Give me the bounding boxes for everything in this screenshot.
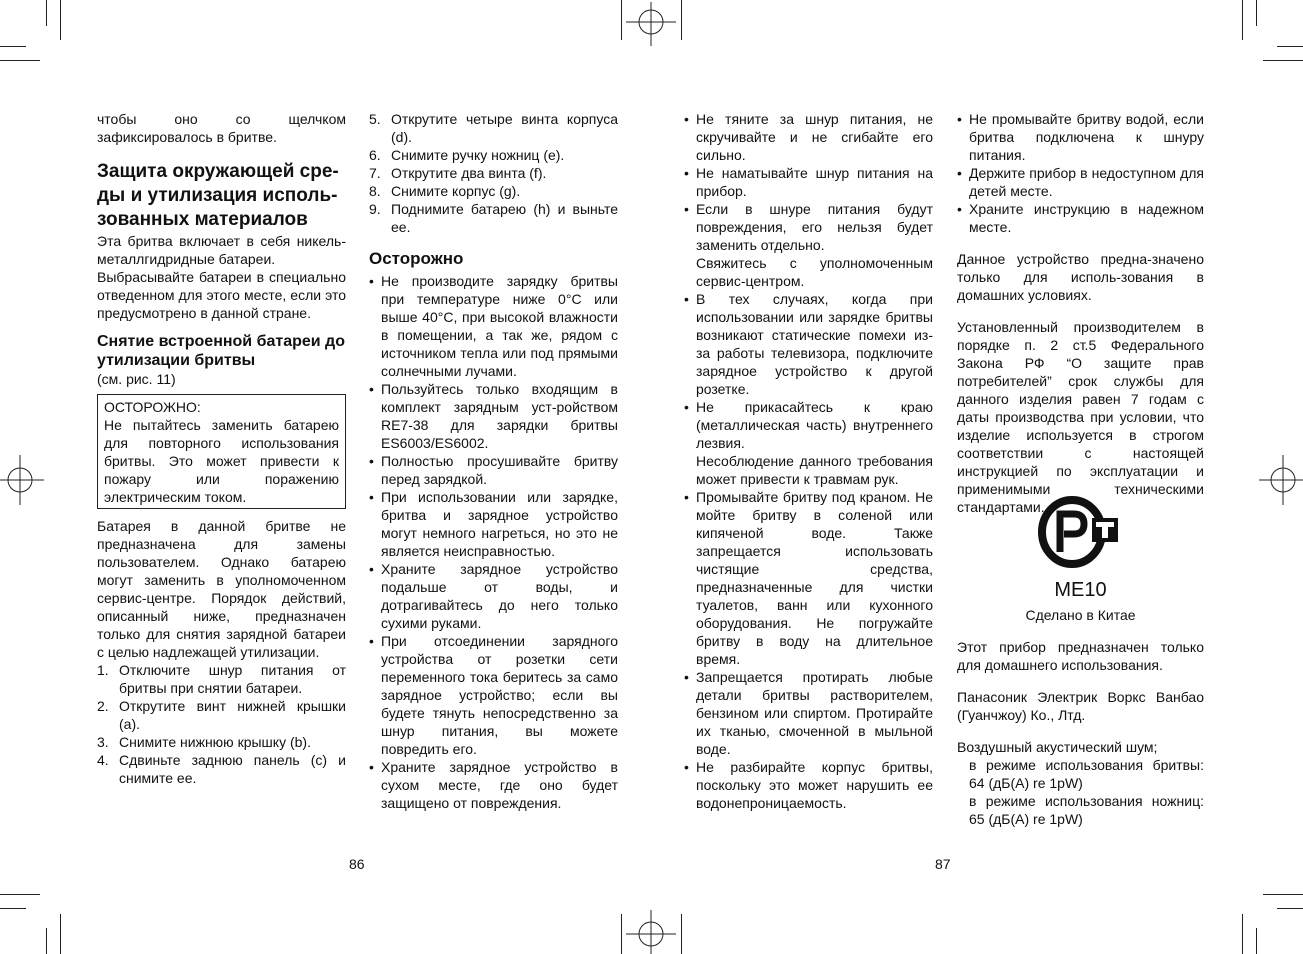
registration-mark-bottom [626, 910, 676, 954]
left-page-column-2 [369, 110, 618, 812]
list-item: 5. Открутите четыре винта корпуса (d). [369, 111, 618, 145]
list-item: • Храните инструкцию в надежном месте. [957, 200, 1204, 236]
list-item: • Пользуйтесь только входящим в комплект зарядным уст-ройством RE7-38 для зарядки бритвы ES6003/ES6002. [369, 380, 618, 452]
removal-steps-1-4 [97, 661, 346, 787]
battery-replacement-text: Батарея в данной бритве не предназначена для замены пользователем. Однако батарею могут заменить в уполномоченном сервис-центре. Порядок действий, описанный ниже, предназначен только для снятия зарядной батареи с целью надлежащей утилизации. [97, 518, 346, 660]
intro-text: чтобы оно со щелчком зафиксировалось в бритве. [97, 111, 346, 145]
see-figure-ref: (см. рис. 11) [97, 371, 176, 387]
list-item: 3. Снимите нижнюю крышку (b). [97, 734, 311, 750]
noise-shaver: в режиме использования бритвы: 64 (дБ(A) re 1pW) [969, 757, 1204, 791]
warning-text: Не пытайтесь заменить батарею для повторного использования бритвы. Это может привести к пожару или поражению электрическим током. [104, 417, 339, 505]
list-item: • Если в шнуре питания будут повреждения, его нельзя будет заменить отдельно. Свяжитесь с уполномоченным сервис-центром. [684, 200, 933, 290]
battery-type-text: Эта бритва включает в себя никель-металлгидридные батареи. [97, 233, 346, 267]
list-item: • Не разбирайте корпус бритвы, поскольку это может нарушить ее водонепроницаемость. [684, 758, 933, 812]
list-item: • Храните зарядное устройство в сухом месте, где оно будет защищено от повреждения. [369, 758, 618, 812]
registration-mark-top [626, 2, 676, 46]
list-item: • Не прикасайтесь к краю (металлическая часть) внутреннего лезвия. Несоблюдение данного требования может привести к травмам рук. [684, 398, 933, 488]
noise-title: Воздушный акустический шум; [957, 739, 1158, 755]
service-life-text: Установленный производителем в порядке п. 2 ст.5 Федерального Закона РФ “О защите прав потребителей” срок службы для данного изделия равен 7 годам с даты производства при условии, что изделие используется в строгом соответствии с настоящей инструкцией по эксплуатации и применимыми техническими стандартами. [957, 319, 1204, 515]
list-item: • Не промывайте бритву водой, если бритва подключена к шнуру питания. [957, 110, 1204, 164]
pct-certification-logo [1034, 494, 1126, 570]
right-page-column-2 [957, 110, 1204, 516]
list-item: • Храните зарядное устройство подальше от воды, и дотрагивайтесь до него только сухими руками. [369, 560, 618, 632]
heading-environment: Защита окружающей сре-ды и утилизация исполь-зованных материалов [97, 161, 339, 230]
registration-mark-right [1259, 455, 1303, 505]
right-page-column-1 [684, 110, 933, 812]
home-use-purpose-text: Данное устройство предна-значено только для исполь-зования в домашних условиях. [957, 251, 1204, 303]
disposal-text: Выбрасывайте батареи в специально отведенном для этого месте, если это предусмотрено в данной стране. [97, 269, 346, 321]
left-page-column-1 [97, 110, 346, 787]
caution-list [369, 272, 618, 812]
list-item: • В тех случаях, когда при использовании или зарядке бритвы возникают статические помехи из-за работы телевизора, подключите зарядное устройство к другой розетке. [684, 290, 933, 398]
list-item: • Промывайте бритву под краном. Не мойте бритву в соленой или кипяченой воде. Также запрещается использовать чистящие средства, предназначенные для чистки туалетов, ванн или кухонного оборудования. Не погружайте бритву в воду на длительное время. [684, 488, 933, 668]
page-number-right: 87 [935, 856, 951, 872]
storage-list [957, 110, 1204, 236]
right-page-column-2-bottom [957, 578, 1204, 828]
list-item: 2. Открутите винт нижней крышки (a). [97, 698, 346, 732]
page-number-left: 86 [349, 856, 365, 872]
list-item: • Не тяните за шнур питания, не скручивайте и не сгибайте его сильно. [684, 110, 933, 164]
heading-caution: Осторожно [369, 249, 464, 268]
list-item: • Держите прибор в недоступном для детей месте. [957, 164, 1204, 200]
list-item: 4. Сдвиньте заднюю панель (c) и снимите ее. [97, 752, 346, 786]
list-item: • При отсоединении зарядного устройства от розетки сети переменного тока беритесь за само зарядное устройство; если вы будете тянуть непосредственно за шнур питания, вы можете повредить его. [369, 632, 618, 758]
list-item: • Не производите зарядку бритвы при температуре ниже 0°C или выше 40°C, при высокой влажности в помещении, а так же, рядом с источником тепла или под прямыми солнечными лучами. [369, 272, 618, 380]
made-in-label: Сделано в Китае [1025, 607, 1136, 623]
list-item: 9. Поднимите батарею (h) и выньте ее. [369, 201, 618, 235]
list-item: 1. Отключите шнур питания от бритвы при снятии батареи. [97, 662, 346, 696]
heading-battery-removal: Снятие встроенной батареи до утилизации бритвы [97, 333, 345, 369]
list-item: 7. Открутите два винта (f). [369, 165, 547, 181]
warning-title: ОСТОРОЖНО: [104, 399, 201, 415]
list-item: • При использовании или зарядке, бритва и зарядное устройство могут немного нагреться, но это не является неисправностью. [369, 488, 618, 560]
removal-steps-5-9 [369, 110, 618, 236]
registration-mark-left [0, 455, 44, 505]
warning-box [97, 394, 346, 509]
care-list [684, 110, 933, 812]
list-item: • Не наматывайте шнур питания на прибор. [684, 164, 933, 200]
manufacturer-name: Панасоник Электрик Воркс Ванбао (Гуанчжоу) Ко., Лтд. [957, 689, 1204, 723]
list-item: • Полностью просушивайте бритву перед зарядкой. [369, 452, 618, 488]
noise-trimmer: в режиме использования ножниц: 65 (дБ(A) re 1pW) [969, 793, 1204, 827]
home-use-text: Этот прибор предназначен только для домашнего использования. [957, 639, 1204, 673]
list-item: 8. Снимите корпус (g). [369, 183, 521, 199]
list-item: 6. Снимите ручку ножниц (e). [369, 147, 565, 163]
model-code: ME10 [1054, 579, 1107, 601]
list-item: • Запрещается протирать любые детали бритвы растворителем, бензином или спиртом. Протирайте их тканью, смоченной в мыльной воде. [684, 668, 933, 758]
